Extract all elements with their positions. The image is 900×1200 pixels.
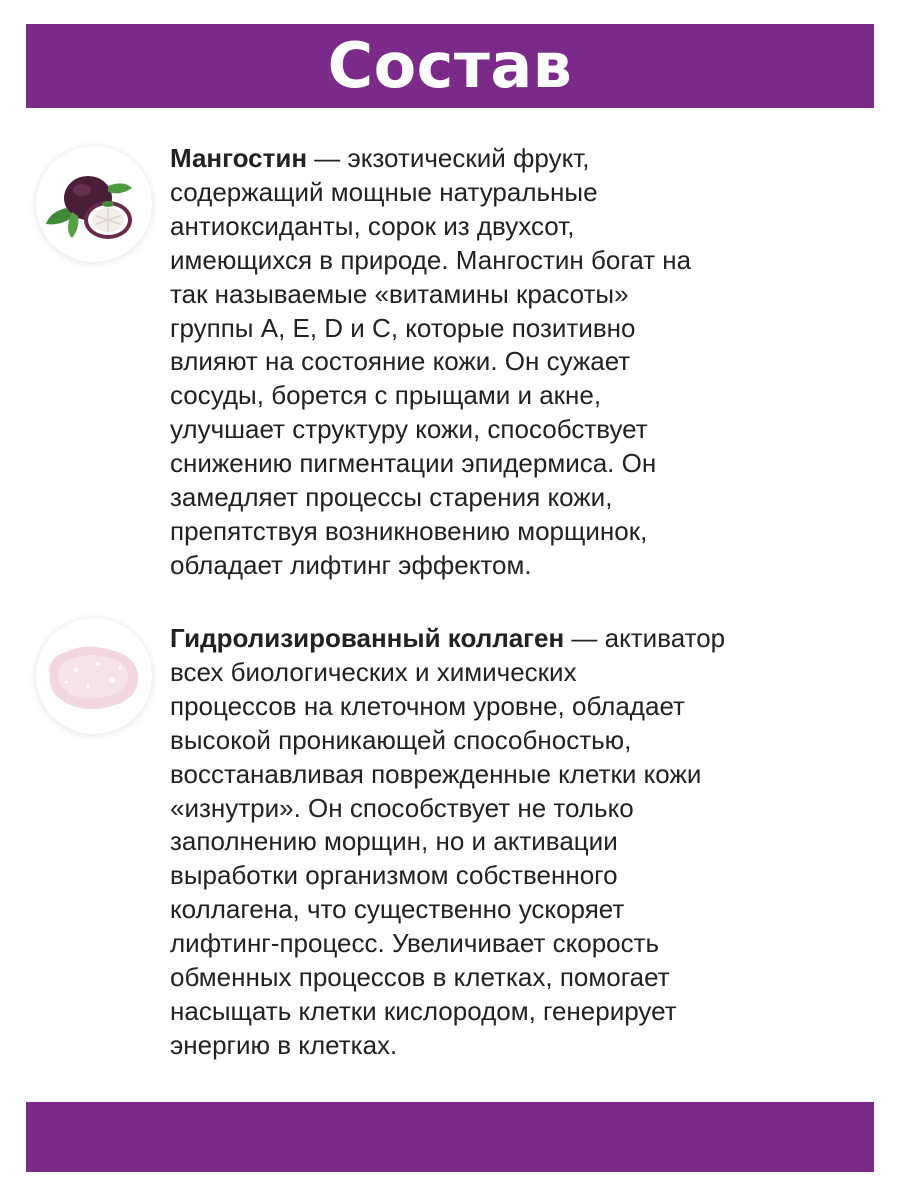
description-line: заполнению морщин, но и активации — [170, 826, 618, 857]
description-line: содержащий мощные натуральные — [170, 176, 598, 207]
description-line: влияют на состояние кожи. Он сужает — [170, 346, 631, 377]
description-line: энергию в клетках. — [170, 1029, 398, 1060]
description-line: снижению пигментации эпидермиса. Он — [170, 448, 657, 479]
ingredient-name: Гидролизированный коллаген — [170, 623, 565, 653]
description-line: «изнутри». Он способствует не только — [170, 792, 634, 823]
footer-banner — [26, 1102, 874, 1172]
description-line: группы А, Е, D и С, которые позитивно — [170, 312, 636, 343]
mangosteen-icon — [36, 146, 152, 262]
description-line: лифтинг-процесс. Увеличивает скорость — [170, 928, 660, 959]
collagen-gel-icon — [36, 618, 152, 734]
description-line: восстанавливая поврежденные клетки кожи — [170, 758, 702, 789]
description-line: сосуды, борется с прыщами и акне, — [170, 380, 602, 411]
page-title: Состав — [327, 29, 573, 102]
description-line: насыщать клетки кислородом, генерирует — [170, 995, 677, 1026]
description-line: выработки организмом собственного — [170, 860, 618, 891]
description-line: антиоксиданты, сорок из двухсот, — [170, 210, 575, 241]
ingredient-name: Мангостин — [170, 143, 308, 173]
description-line: препятствуя возникновению морщинок, — [170, 515, 648, 546]
description-line: обменных процессов в клетках, помогает — [170, 962, 670, 993]
description-line: так называемые «витамины красоты» — [170, 278, 629, 309]
description-line: высокой проникающей способностью, — [170, 724, 632, 755]
description-line: коллагена, что существенно ускоряет — [170, 894, 625, 925]
description-line: процессов на клеточном уровне, обладает — [170, 690, 685, 721]
description-line: имеющихся в природе. Мангостин богат на — [170, 244, 692, 275]
ingredient-description — [170, 142, 870, 583]
description-line: всех биологических и химических — [170, 656, 577, 687]
description-line: замедляет процессы старения кожи, — [170, 482, 613, 513]
ingredient-description — [170, 622, 870, 1063]
description-line: улучшает структуру кожи, способствует — [170, 414, 648, 445]
description-line: Гидролизированный коллаген — активатор — [170, 623, 726, 653]
description-line: Мангостин — экзотический фрукт, — [170, 143, 590, 173]
description-line: обладает лифтинг эффектом. — [170, 549, 532, 580]
header-banner — [26, 24, 874, 108]
